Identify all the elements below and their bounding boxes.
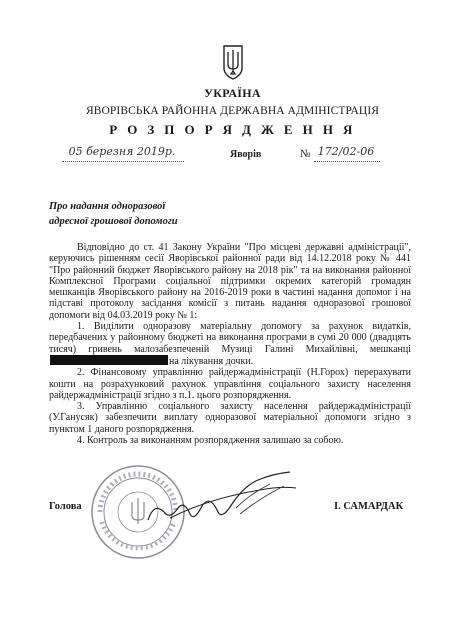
date-dotted-line: [62, 161, 184, 162]
document-subject: [49, 199, 269, 229]
subject-line-2: адресної грошової допомоги: [49, 216, 178, 227]
body-paragraph-item-2: 2. Фінансовому управлінню райдержадміністрації (Н.Горох) перерахувати кошти на розрахунковий рахунок управління соціального захисту населення райдержадміністрації згідно з п.1. цього розпорядження.: [49, 367, 411, 401]
document-type-heading: Р О З П О Р Я Д Ж Е Н Н Я: [109, 122, 356, 137]
trident-coat-of-arms-icon: [222, 44, 244, 80]
body-paragraph-item-4: 4. Контроль за виконанням розпорядження залишаю за собою.: [77, 435, 344, 447]
signatory-position: Голова: [49, 501, 82, 512]
administration-heading: ЯВОРІВСЬКА РАЙОННА ДЕРЖАВНА АДМІНІСТРАЦІЯ: [85, 105, 380, 117]
body-paragraph-item-1: [49, 321, 411, 367]
subject-line-1: Про надання одноразової: [49, 201, 166, 212]
number-sign: №: [300, 148, 311, 160]
body-paragraph-item-3: 3. Управлінню соціального захисту населення райдержадміністрації (У.Ганусяк) забезпечити виплату одноразової матеріальної допомоги згідно з пунктом 1 даного розпорядження.: [49, 401, 411, 435]
document-city: Яворів: [230, 149, 262, 160]
number-dotted-line: [314, 161, 380, 162]
handwritten-signature-icon: [140, 468, 300, 528]
country-heading: УКРАЇНА: [204, 86, 261, 100]
document-body: [49, 242, 411, 446]
item-1-text-end: на лікування дочки.: [169, 355, 254, 367]
document-date: 05 березня 2019р.: [68, 145, 176, 158]
document-number: 172/02-06: [317, 145, 375, 158]
body-paragraph-preamble: Відповідно до ст. 41 Закону України "Про місцеві державні адміністрації", керуючись рішенням сесії Яворівської районної ради від 14.12.2018 року № 441 "Про районний бюджет Яворівського району на 2018 рік" та на виконання районної Комплексної Програми соціальної підтримки окремих категорій громадян мешканців Яворівського району на 2016-2019 роки в частині надання допомог і на підставі протоколу засідання комісії з питань надання одноразової грошової допомоги від 04.03.2019 року № 1:: [49, 242, 411, 321]
redacted-address-block: [50, 355, 168, 365]
signatory-name: І. САМАРДАК: [334, 501, 404, 512]
item-1-text-start: 1. Виділити одноразову матеріальну допомогу за рахунок видатків, передбачених у районному бюджеті на виконання програми в сумі 20 000 (двадцять тисяч) гривень малозабезпеченій Музиці Галині Михайлівні, мешканці: [49, 321, 411, 355]
